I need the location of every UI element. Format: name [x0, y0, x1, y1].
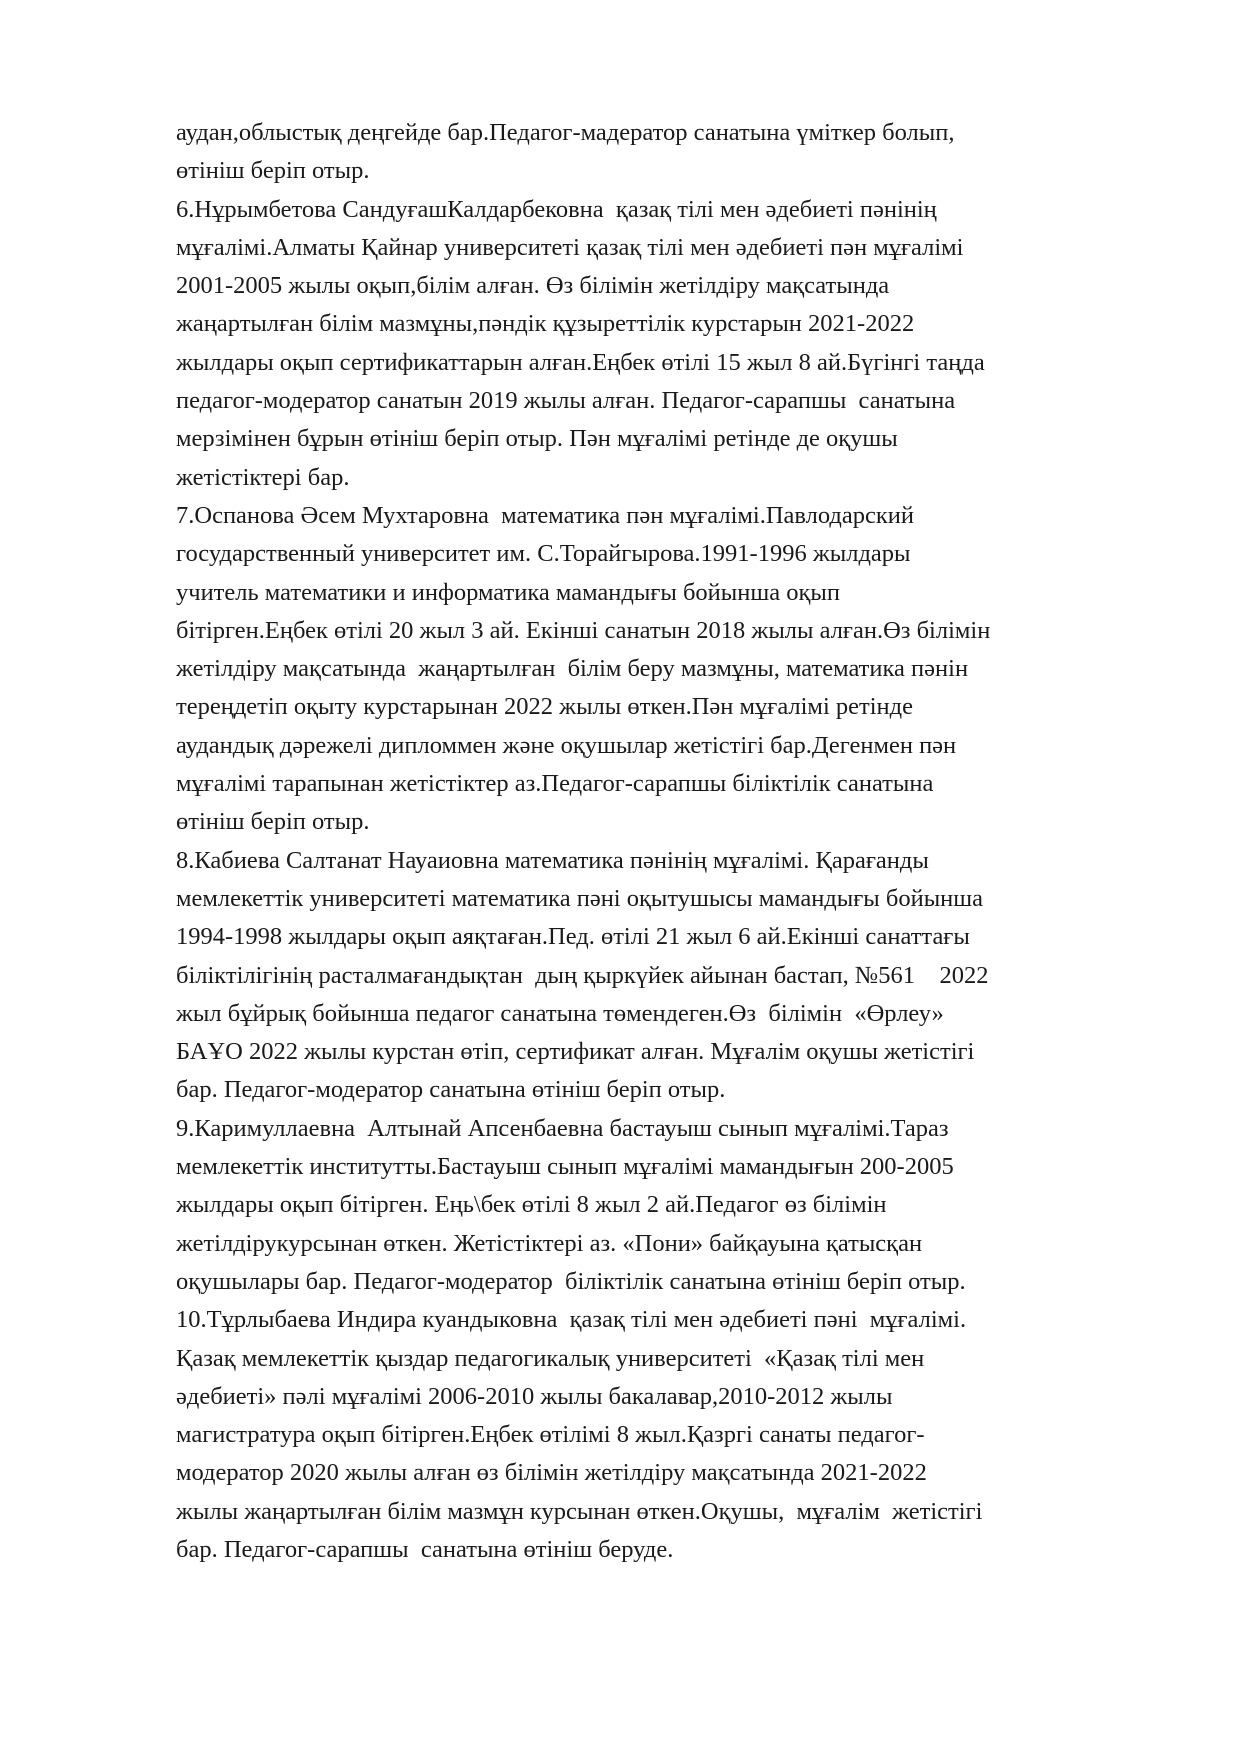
text-line: магистратура оқып бітірген.Еңбек өтілімі 8 жыл.Қазргі санаты педагог-	[176, 1421, 925, 1449]
text-line: жылы жаңартылған білім мазмұн курсынан өткен.Оқушы, мұғалім жетістігі	[176, 1497, 983, 1525]
text-line: өтініш беріп отыр.	[176, 157, 370, 185]
text-line: жетілдірукурсынан өткен. Жетістіктері аз. «Пони» байқауына қатысқан	[176, 1229, 923, 1257]
text-line: бітірген.Еңбек өтілі 20 жыл 3 ай. Екінші санатын 2018 жылы алған.Өз білімін	[176, 616, 991, 644]
text-line: мемлекеттік институтты.Бастауыш сынып мұғалімі мамандығын 200-2005	[176, 1153, 954, 1181]
text-line: 8.Кабиева Салтанат Науаиовна математика пәнінің мұғалімі. Қарағанды	[176, 846, 929, 874]
text-line: өтініш беріп отыр.	[176, 808, 370, 836]
text-line: 2001-2005 жылы оқып,білім алған. Өз білімін жетілдіру мақсатында	[176, 272, 890, 300]
text-line: біліктілігінің расталмағандықтан дың қыркүйек айынан бастап, №561 2022	[176, 961, 989, 989]
text-line: аудан,облыстық деңгейде бар.Педагог-мадератор санатына үміткер болып,	[176, 119, 955, 146]
text-line: мұғалімі.Алматы Қайнар университеті қазақ тілі мен әдебиеті пән мұғалімі	[176, 233, 964, 261]
document-body	[176, 114, 1176, 1569]
text-line: учитель математики и информатика мамандығы бойынша оқып	[176, 578, 840, 606]
text-line: мұғалімі тарапынан жетістіктер аз.Педагог-сарапшы біліктілік санатына	[176, 770, 934, 798]
text-line: оқушылары бар. Педагог-модератор біліктілік санатына өтініш беріп отыр.	[176, 1267, 966, 1295]
text-line: БАҰО 2022 жылы курстан өтіп, сертификат алған. Мұғалім оқушы жетістігі	[176, 1038, 975, 1066]
text-line: 1994-1998 жылдары оқып аяқтаған.Пед. өтілі 21 жыл 6 ай.Екінші санаттағы	[176, 923, 970, 951]
text-line: 6.Нұрымбетова СандуғашКалдарбековна қазақ тілі мен әдебиеті пәнінің	[176, 195, 937, 223]
text-line: 9.Каримуллаевна Алтынай Апсенбаевна бастауыш сынып мұғалімі.Тараз	[176, 1114, 949, 1142]
text-line: тереңдетіп оқыту курстарынан 2022 жылы өткен.Пән мұғалімі ретінде	[176, 693, 913, 721]
text-line: жаңартылған білім мазмұны,пәндік құзыреттілік курстарын 2021-2022	[176, 310, 915, 338]
text-line: мемлекеттік университеті математика пәні оқытушысы мамандығы бойынша	[176, 884, 984, 912]
text-line: Қазақ мемлекеттік қыздар педагогикалық университеті «Қазақ тілі мен	[176, 1344, 925, 1372]
text-line: бар. Педагог-сарапшы санатына өтініш беруде.	[176, 1535, 674, 1563]
text-line: жетістіктері бар.	[176, 463, 350, 491]
text-line: бар. Педагог-модератор санатына өтініш беріп отыр.	[176, 1076, 726, 1104]
text-line: 10.Тұрлыбаева Индира куандыковна қазақ тілі мен әдебиеті пәні мұғалімі.	[176, 1306, 967, 1334]
text-line: модератор 2020 жылы алған өз білімін жетілдіру мақсатында 2021-2022	[176, 1459, 927, 1487]
text-line: педагог-модератор санатын 2019 жылы алған. Педагог-сарапшы санатына	[176, 387, 956, 415]
text-line: жылдары оқып бітірген. Еңь\бек өтілі 8 жыл 2 ай.Педагог өз білімін	[176, 1191, 887, 1219]
text-line: жыл бұйрық бойынша педагог санатына төмендеген.Өз білімін «Өрлеу»	[176, 999, 944, 1027]
text-line: әдебиеті» пәлі мұғалімі 2006-2010 жылы бакалавар,2010-2012 жылы	[176, 1382, 893, 1410]
text-line: жылдары оқып сертификаттарын алған.Еңбек өтілі 15 жыл 8 ай.Бүгінгі таңда	[176, 348, 985, 376]
text-line: 7.Оспанова Әсем Мухтаровна математика пән мұғалімі.Павлодарский	[176, 501, 914, 529]
text-line: государственный университет им. С.Торайгырова.1991-1996 жылдары	[176, 540, 911, 568]
text-line: мерзімінен бұрын өтініш беріп отыр. Пән мұғалімі ретінде де оқушы	[176, 425, 898, 453]
text-line: аудандық дәрежелі дипломмен және оқушылар жетістігі бар.Дегенмен пән	[176, 731, 957, 759]
text-line: жетілдіру мақсатында жаңартылған білім беру мазмұны, математика пәнін	[176, 655, 969, 683]
